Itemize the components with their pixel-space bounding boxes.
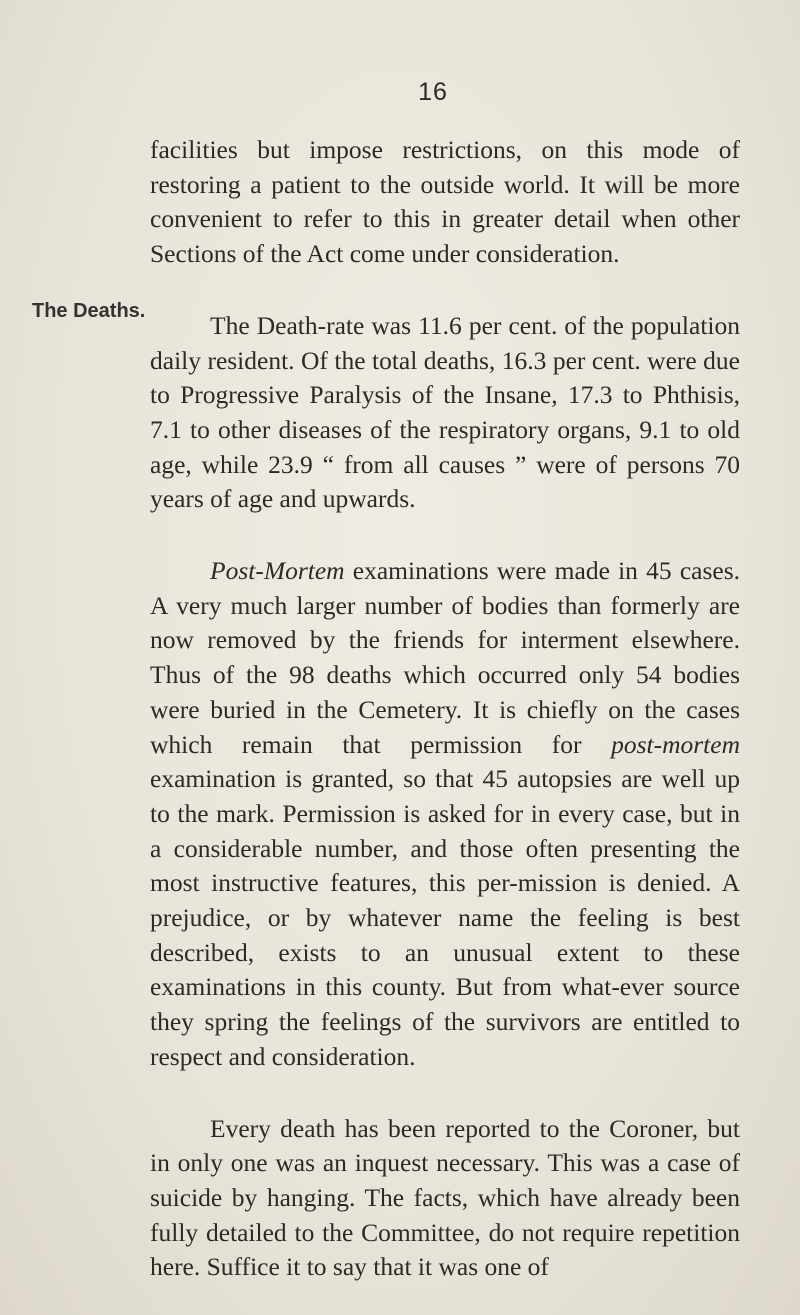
margin-note: The Deaths.	[32, 300, 146, 322]
paragraph-post-mortem-text-a: examinations were made in 45 cases. A very much larger number of bodies than formerly are now removed by the friends for interment elsewhere. Thus of the 98 deaths which occurred only 54 bodies were buried in the Cemetery. It is chiefly on the cases which remain that permission for	[150, 556, 740, 759]
paragraph-coroner: Every death has been reported to the Coroner, but in only one was an inquest necessary. This was a case of suicide by hanging. The facts, which have already been fully detailed to the Committee, do not require repetition here. Suffice it to say that it was one of	[150, 1113, 740, 1282]
paragraph-post-mortem-text-b: examination is granted, so that 45 autopsies are well up to the mark. Permission is asked for in every case, but in a considerable number, and those often presenting the most instructive features, this per-mission is denied. A prejudice, or by whatever name the feeling is best described, exists to an unusual extent to these examinations in this county. But from what-ever source they spring the feelings of the survivors are entitled to respect and consideration.	[150, 764, 740, 1071]
page-number: 16	[418, 78, 448, 106]
italic-post-mortem-heading: Post-Mortem	[210, 556, 345, 586]
paragraph-death-rate: The Death-rate was 11.6 per cent. of the population daily resident. Of the total deaths, 16.3 per cent. were due to Progressive Paralysis of the Insane, 17.3 to Phthisis, 7.1 to other diseases of the respiratory organs, 9.1 to old age, while 23.9 “ from all causes ” were of persons 70 years of age and upwards.	[150, 310, 740, 514]
paragraph-post-mortem	[150, 554, 740, 1075]
body-text	[150, 133, 740, 1285]
italic-post-mortem-term: post-mortem	[611, 729, 740, 759]
paragraph-continuation: facilities but impose restrictions, on this mode of restoring a patient to the outside world. It will be more convenient to refer to this in greater detail when other Sections of the Act come under consideration.	[150, 135, 740, 269]
